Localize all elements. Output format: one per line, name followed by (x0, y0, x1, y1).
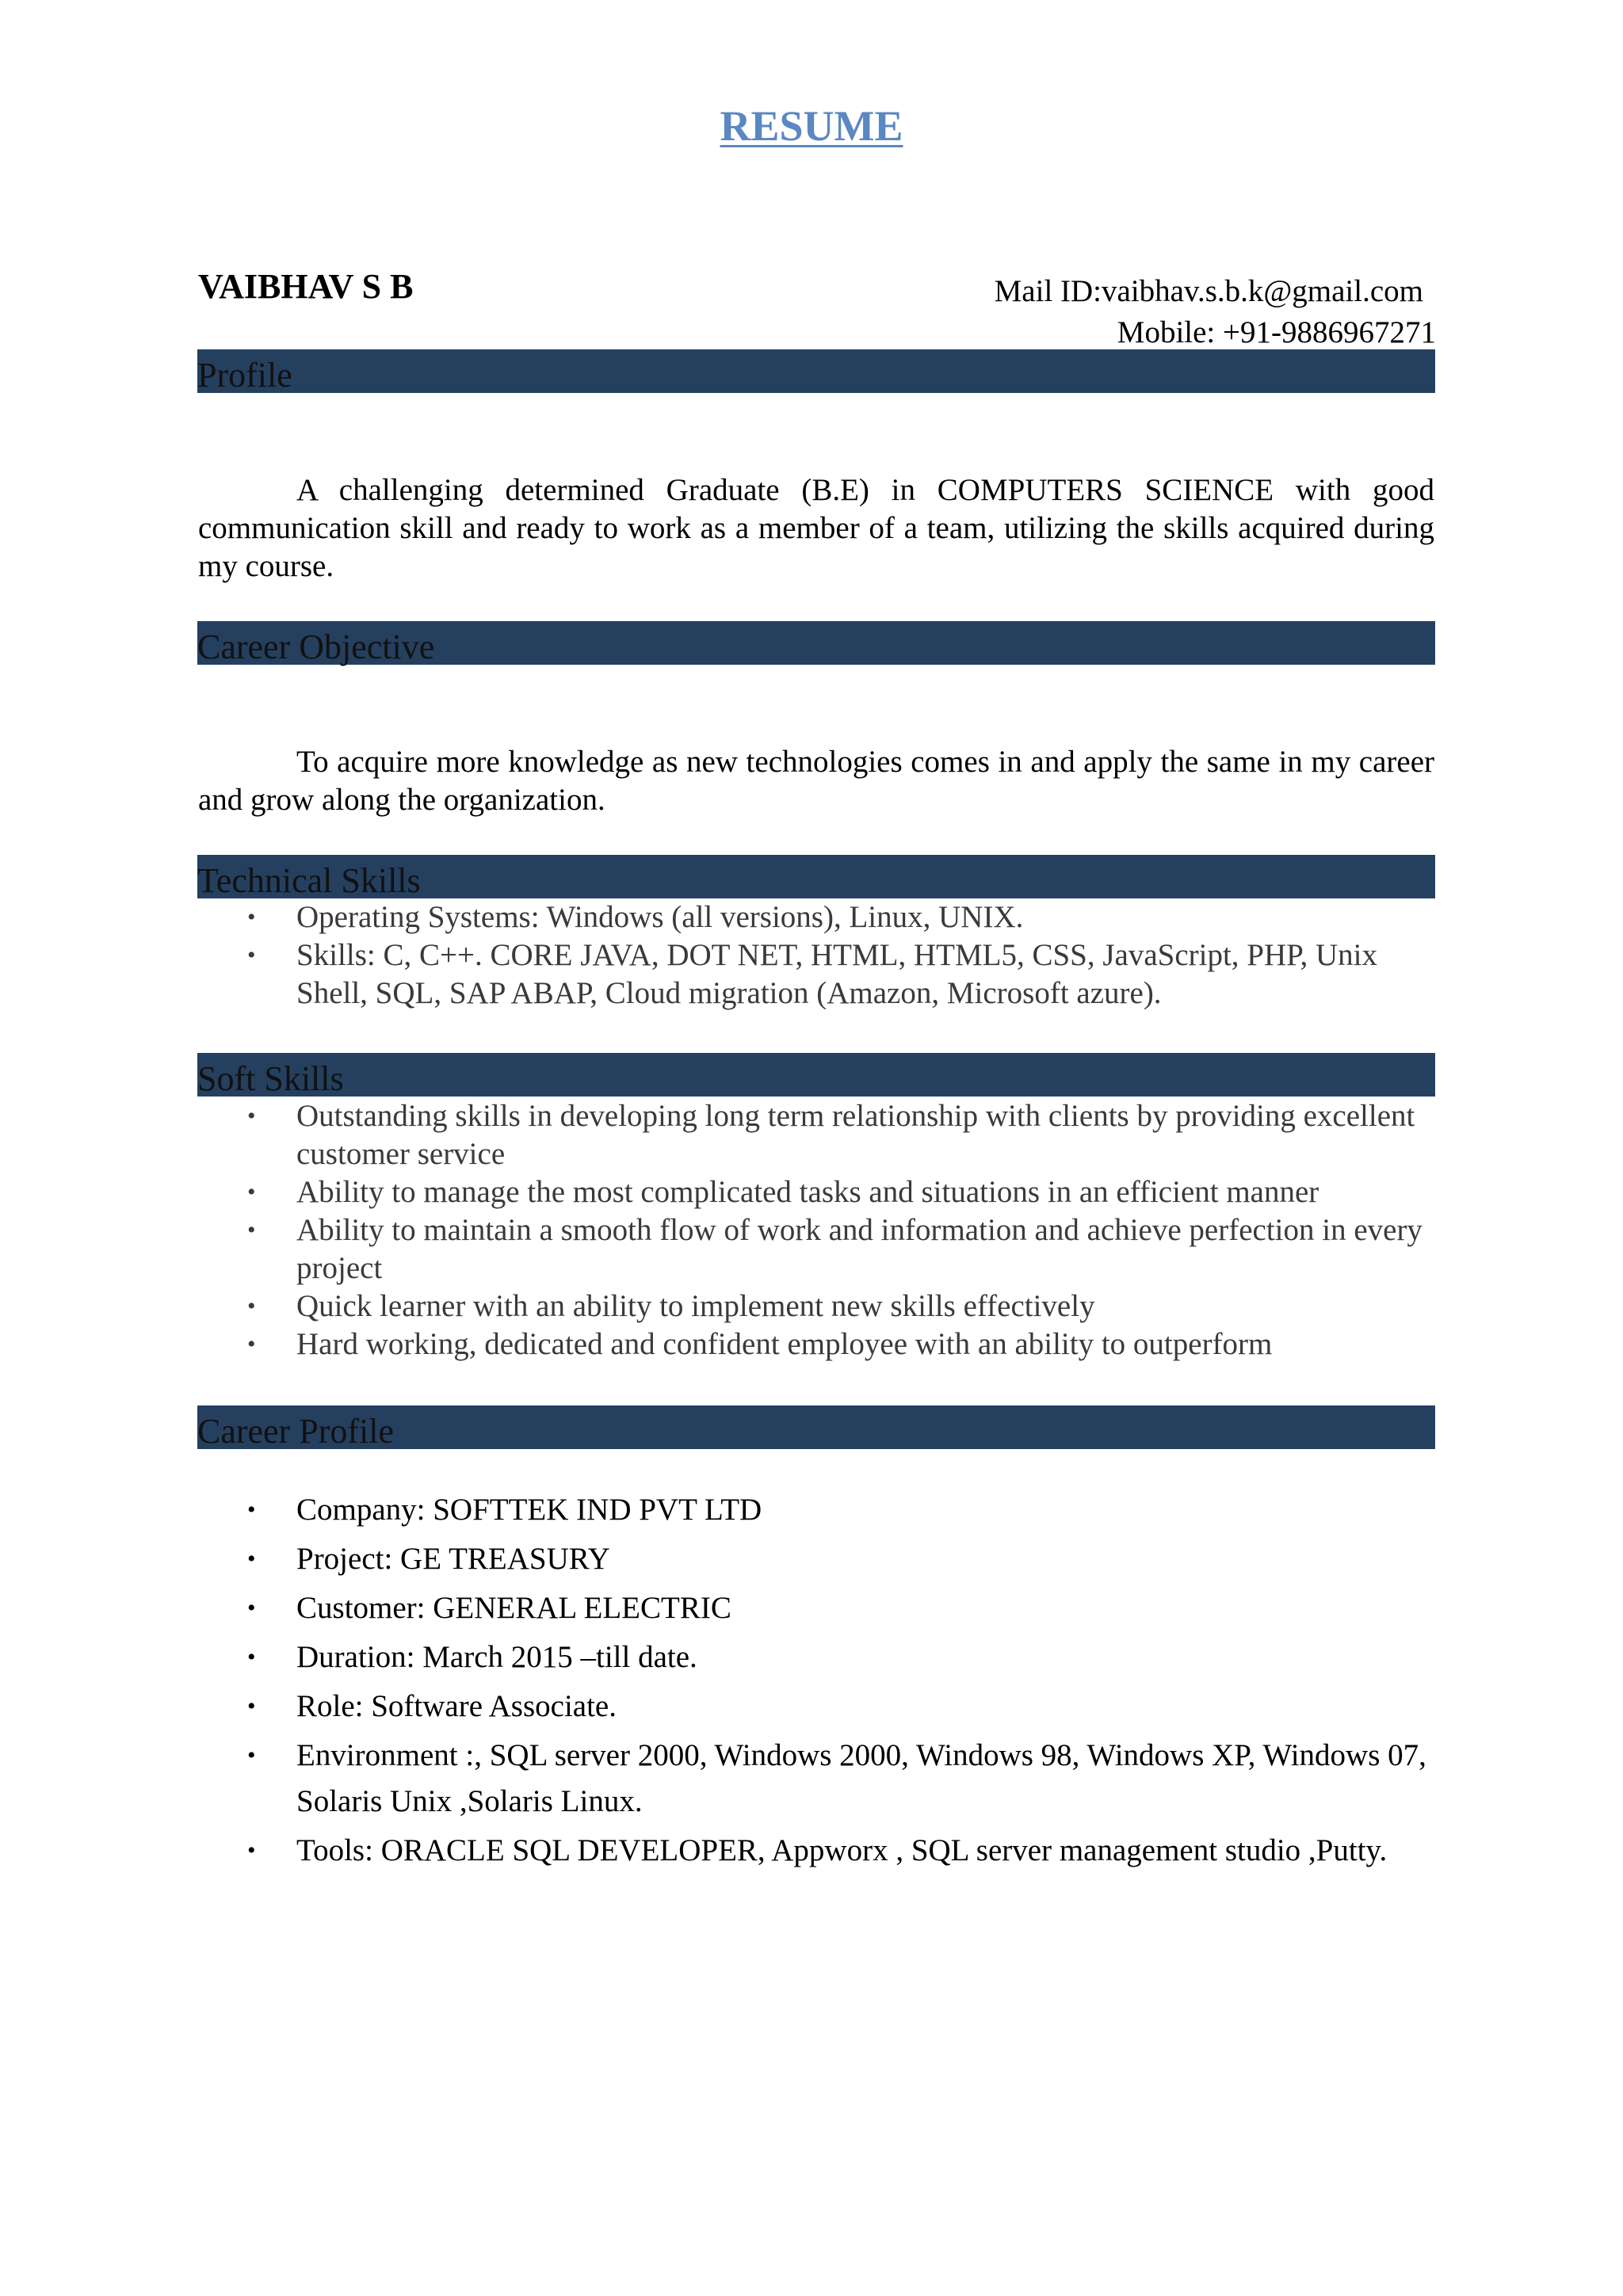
objective-text (198, 743, 1434, 819)
list-item-text: Operating Systems: Windows (all versions), Linux, UNIX. (296, 900, 1024, 934)
profile-paragraph: A challenging determined Graduate (B.E) in COMPUTERS SCIENCE with good communication skill and ready to work as a member of a team, utilizing the skills acquired during my course. (198, 473, 1434, 583)
candidate-name: VAIBHAV S B (198, 267, 414, 306)
list-item (198, 1211, 1434, 1287)
list-item (198, 1287, 1434, 1325)
bullet-icon: • (247, 1693, 256, 1719)
list-item-text: Tools: ORACLE SQL DEVELOPER, Appworx , SQL server management studio ,Putty. (296, 1833, 1388, 1867)
list-item-text: Ability to maintain a smooth flow of work and information and achieve perfection in every project (296, 1213, 1423, 1285)
list-item-text: Role: Software Associate. (296, 1689, 617, 1723)
bullet-icon: • (247, 1179, 256, 1205)
bullet-icon: • (247, 1644, 256, 1670)
list-item-text: Customer: GENERAL ELECTRIC (296, 1591, 731, 1625)
list-item-text: Skills: C, C++. CORE JAVA, DOT NET, HTML, HTML5, CSS, JavaScript, PHP, Unix Shell, SQL, SAP ABAP, Cloud migration (Amazon, Microsoft azure). (296, 938, 1378, 1010)
contact-email: Mail ID:vaibhav.s.b.k@gmail.com (994, 274, 1423, 308)
bullet-icon: • (247, 1546, 256, 1572)
list-item (198, 1487, 1434, 1533)
list-item-text: Project: GE TREASURY (296, 1542, 610, 1576)
list-item (198, 898, 1434, 936)
list-item (198, 1684, 1434, 1730)
list-item (198, 1325, 1434, 1363)
bullet-icon: • (247, 1331, 256, 1357)
section-header-profile: Profile (197, 349, 1435, 393)
contact-mobile: Mobile: +91-9886967271 (1117, 315, 1436, 349)
bullet-icon: • (247, 1497, 256, 1523)
section-header-career-profile: Career Profile (197, 1405, 1435, 1449)
objective-paragraph: To acquire more knowledge as new technologies comes in and apply the same in my career and grow along the organization. (198, 745, 1434, 817)
list-item (198, 1173, 1434, 1211)
list-item-text: Outstanding skills in developing long term relationship with clients by providing excellent customer service (296, 1099, 1415, 1171)
list-item-text: Hard working, dedicated and confident employee with an ability to outperform (296, 1327, 1273, 1361)
list-item-text: Duration: March 2015 –till date. (296, 1640, 697, 1674)
bullet-icon: • (247, 1742, 256, 1768)
career-profile-list (198, 1487, 1434, 1877)
list-item (198, 936, 1434, 1013)
bullet-icon: • (247, 1837, 256, 1863)
bullet-icon: • (247, 1595, 256, 1621)
list-item (198, 1634, 1434, 1680)
list-item-text: Environment :, SQL server 2000, Windows 2000, Windows 98, Windows XP, Windows 07, Solaris Unix ,Solaris Linux. (296, 1738, 1426, 1818)
list-item-text: Company: SOFTTEK IND PVT LTD (296, 1493, 762, 1527)
list-item-text: Ability to manage the most complicated tasks and situations in an efficient manner (296, 1175, 1319, 1209)
list-item (198, 1828, 1434, 1874)
soft-skills-list (198, 1097, 1434, 1363)
list-item (198, 1536, 1434, 1582)
bullet-icon: • (247, 942, 256, 968)
list-item (198, 1733, 1434, 1825)
section-header-technical-skills: Technical Skills (197, 855, 1435, 898)
bullet-icon: • (247, 1217, 256, 1243)
section-header-soft-skills: Soft Skills (197, 1053, 1435, 1097)
bullet-icon: • (247, 1293, 256, 1319)
list-item-text: Quick learner with an ability to implement new skills effectively (296, 1289, 1095, 1323)
resume-title: RESUME (720, 102, 903, 150)
bullet-icon: • (247, 1103, 256, 1129)
section-header-career-objective: Career Objective (197, 621, 1435, 665)
bullet-icon: • (247, 904, 256, 930)
list-item (198, 1585, 1434, 1631)
profile-text (198, 471, 1434, 585)
list-item (198, 1097, 1434, 1173)
technical-skills-list (198, 898, 1434, 1013)
contact-block (995, 271, 1436, 353)
